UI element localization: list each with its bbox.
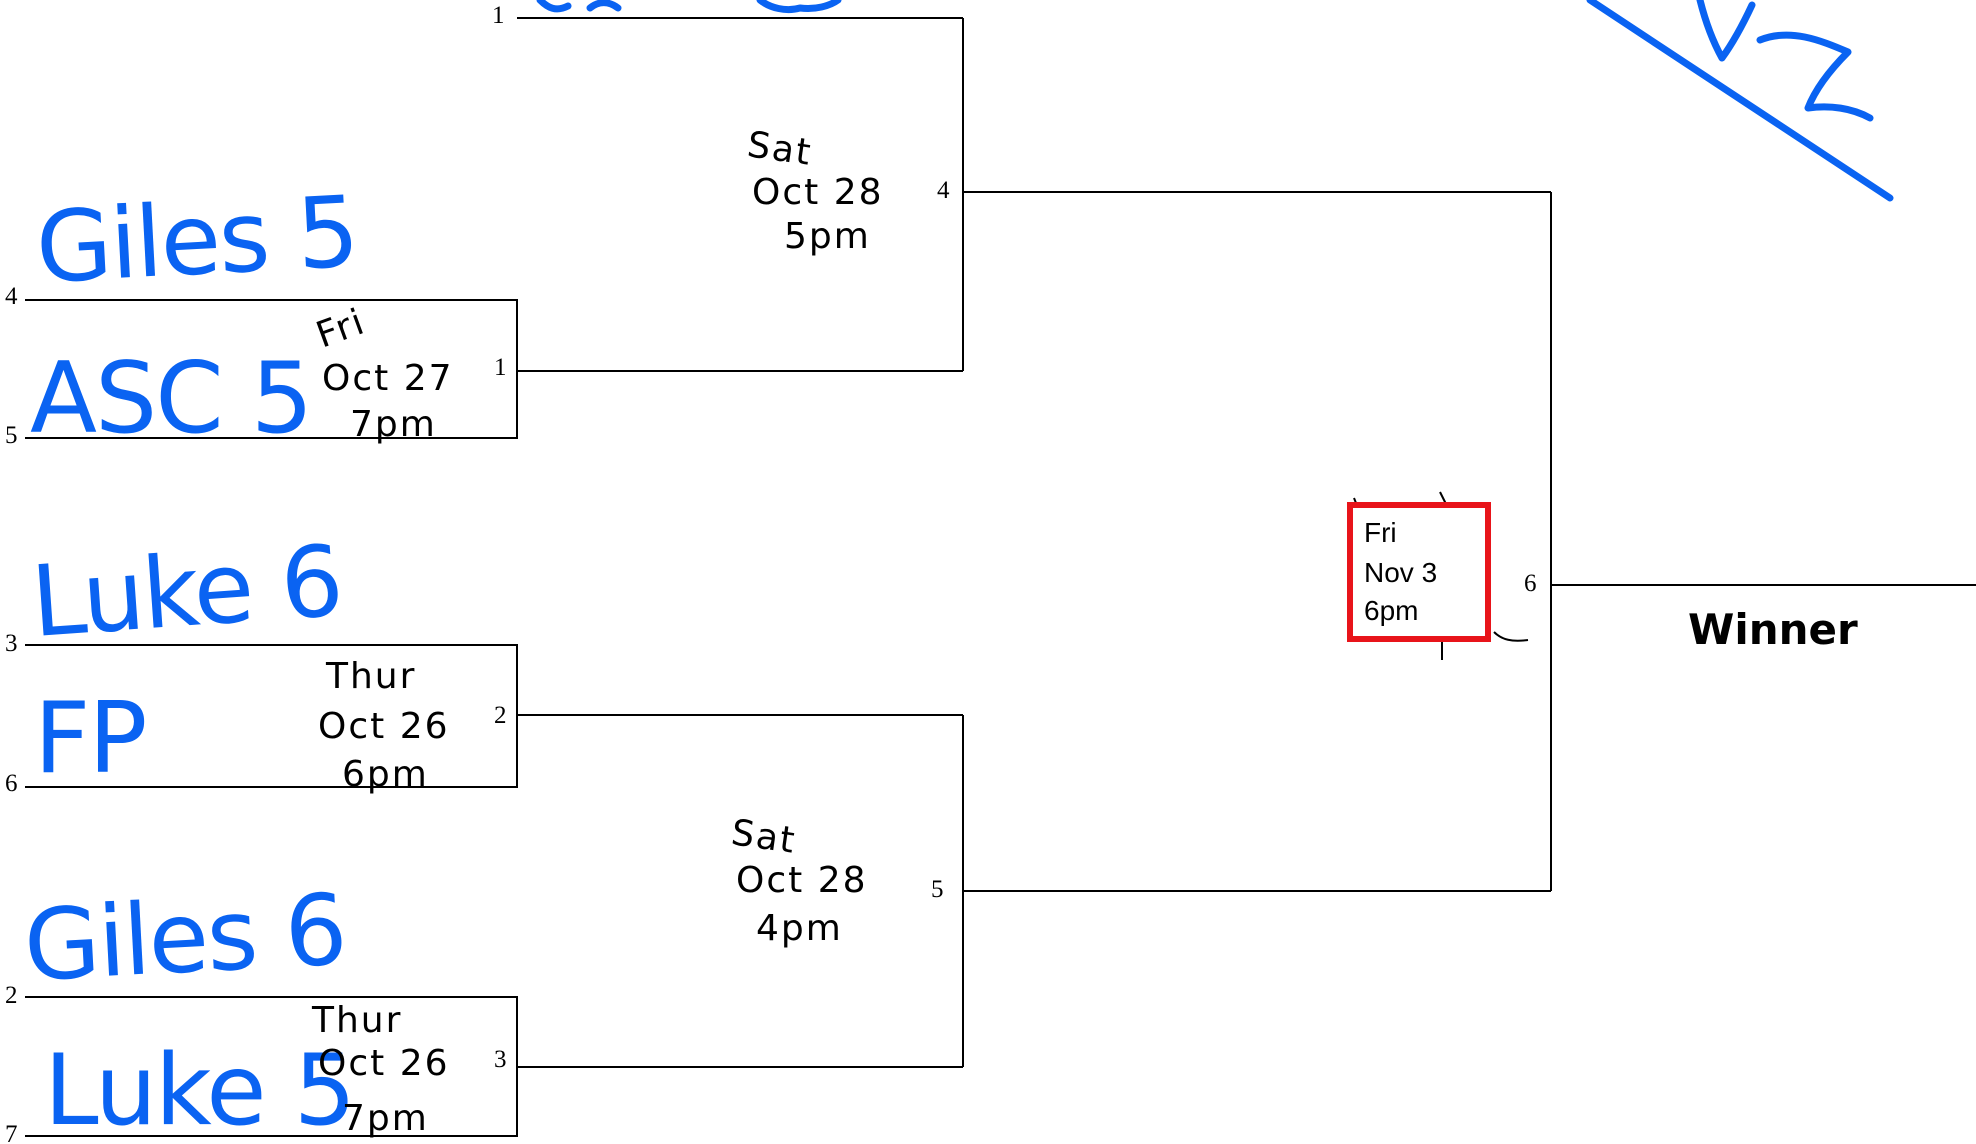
team-name-handwritten: ASC 5: [30, 342, 312, 456]
schedule-line: 7pm: [350, 404, 437, 445]
game-number: 2: [494, 702, 507, 729]
schedule-line: Oct 26: [318, 706, 450, 747]
handwriting-scribble: [540, 0, 1890, 198]
winner-label: Winner: [1688, 605, 1858, 654]
team-name-handwritten: Luke 5: [44, 1034, 355, 1144]
schedule-line: 6pm: [1364, 595, 1419, 626]
schedule-line: Oct 27: [322, 358, 454, 399]
schedule-line: Oct 28: [736, 860, 868, 901]
seed-number: 6: [5, 770, 18, 797]
game-number: 1: [494, 354, 507, 381]
schedule-line: 5pm: [784, 216, 871, 257]
game-number: 5: [931, 876, 944, 903]
schedule-game2: [318, 656, 450, 795]
team-name-handwritten: FP: [34, 682, 146, 796]
schedule-line: Thur: [312, 1000, 403, 1041]
schedule-line: Oct 28: [752, 172, 884, 213]
game-number: 3: [494, 1046, 507, 1073]
team-name-handwritten: Giles 6: [21, 873, 349, 1004]
seed-number: 1: [492, 2, 505, 29]
schedule-line: Oct 26: [318, 1043, 450, 1084]
schedule-line: Nov 3: [1364, 557, 1438, 588]
team-names: [21, 175, 360, 1144]
seed-number: 2: [5, 982, 18, 1009]
schedule-line: Sat: [744, 124, 815, 174]
schedule-line: 7pm: [342, 1098, 429, 1139]
game-number: 6: [1524, 570, 1537, 597]
seed-number: 3: [5, 630, 18, 657]
seed-number: 7: [5, 1121, 18, 1144]
schedule-line: 4pm: [756, 908, 843, 949]
schedule-line: Fri: [311, 301, 372, 357]
schedule-game5: [729, 812, 868, 949]
seed-number: 4: [5, 283, 18, 310]
team-name-handwritten: Luke 6: [27, 524, 345, 660]
schedule-game1: [311, 301, 453, 445]
team-name-handwritten: Giles 5: [33, 175, 361, 306]
schedule-line: Fri: [1364, 517, 1397, 548]
seed-number: 5: [5, 422, 18, 449]
schedule-line: 6pm: [342, 754, 429, 795]
schedule-game6-box: [1350, 505, 1488, 639]
schedule-game4: [745, 124, 884, 257]
schedule-line: Thur: [326, 656, 417, 697]
game-number: 4: [937, 177, 950, 204]
schedule-line: Sat: [728, 812, 799, 862]
